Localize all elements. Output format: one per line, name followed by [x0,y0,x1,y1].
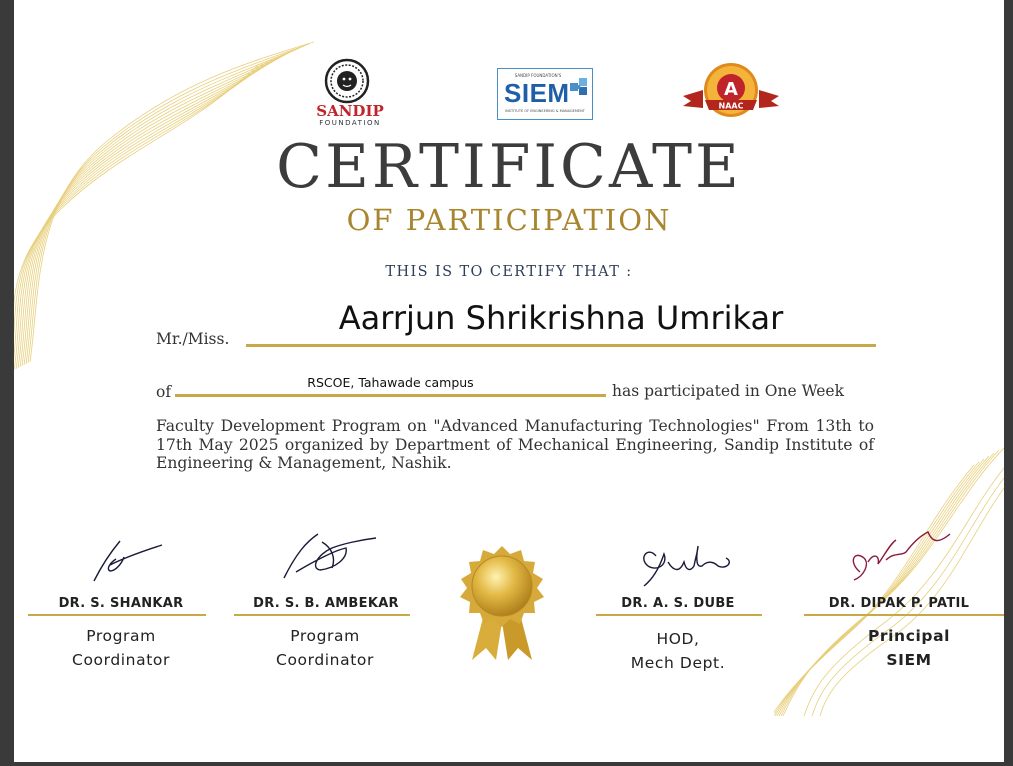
siem-logo-bottomtext: INSTITUTE OF ENGINEERING & MANAGEMENT [505,109,585,113]
signature-ambekar [276,528,386,588]
signatory-name: DR. S. B. AMBEKAR [253,596,399,611]
salutation-prefix: Mr./Miss. [156,330,230,348]
signatory-role-line2: Mech Dept. [630,654,726,672]
signatory-role-line2: Coordinator [276,651,374,669]
signature-line [596,614,762,616]
signatory-name: DR. S. SHANKAR [58,596,184,611]
signatory-role [598,627,758,675]
name-underline [246,344,876,347]
naac-badge-icon [681,60,781,120]
signatory-role [814,624,1004,672]
siem-logo-word: SIEM [504,78,570,108]
institution-underline [175,394,606,397]
signature-shankar [80,533,170,593]
siem-logo-toptext: SANDIP FOUNDATION'S [514,73,562,78]
sandip-logo-subtext: FOUNDATION [319,119,381,127]
siem-puzzle-icon [568,75,590,97]
signatory-role-line1: Program [86,627,156,645]
gold-medal-icon [456,544,548,664]
signature-patil [840,522,960,586]
program-description: Faculty Development Program on "Advanced Manufacturing Technologies" From 13th to 17th May 2025 organized by Department of Mechanical Engineering, Sandip Institute of Engineering & Management, Nashik. [156,417,874,472]
signatory-role [38,624,204,672]
signature-dube [634,536,744,592]
certificate-sheet [14,0,1004,762]
signature-line [234,614,410,616]
signatory-role-line1: HOD, [656,630,700,648]
signatory-role-line2: Coordinator [72,651,170,669]
certificate-subtitle: OF PARTICIPATION [346,203,672,237]
signature-line [804,614,1004,616]
siem-logo [497,68,593,120]
naac-grade: A [724,79,738,100]
signatory-role-line2: SIEM [886,651,932,669]
signatory-role [242,624,408,672]
certificate-title: CERTIFICATE [276,132,742,202]
naac-label: NAAC [718,101,744,111]
sandip-logo-text: SANDIP [316,102,384,120]
signatory-name: DR. A. S. DUBE [621,596,735,611]
signatory-name: DR. DIPAK P. PATIL [828,596,970,611]
sandip-lion-emblem-icon [324,58,370,104]
institution-name: RSCOE, Tahawade campus [307,375,474,390]
signatory-role-line1: Principal [867,627,951,645]
signature-line [28,614,206,616]
signatory-role-line1: Program [290,627,360,645]
certify-line: THIS IS TO CERTIFY THAT : [385,264,633,280]
of-label: of [156,383,172,401]
participated-text: has participated in One Week [612,382,844,400]
participant-name: Aarrjun Shrikrishna Umrikar [338,299,784,337]
